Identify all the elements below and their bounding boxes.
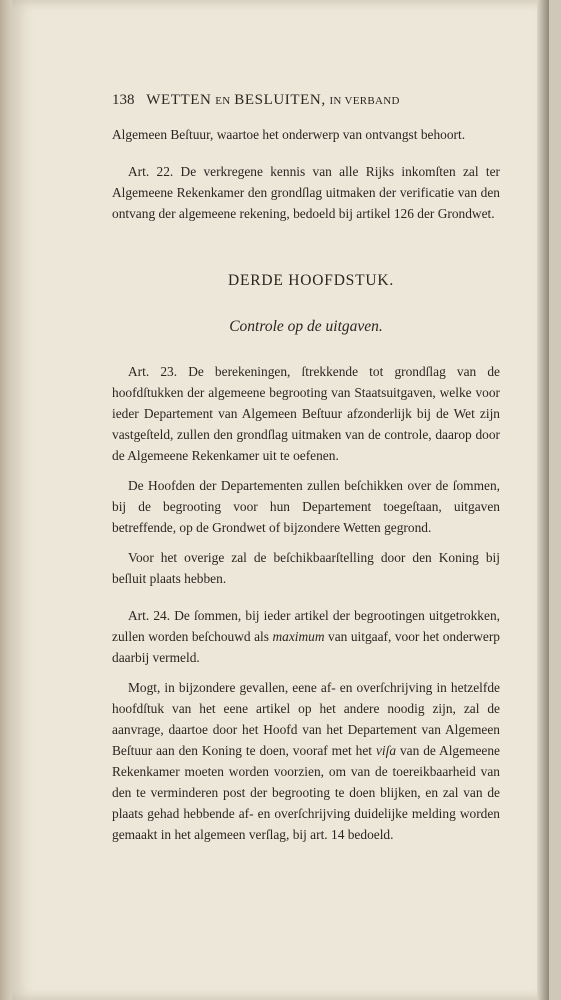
paragraph-overige: Voor het overige zal de beſchikbaarſtelling door den Koning bij beſluit plaats hebben. — [112, 550, 500, 586]
paragraph-continuation: Algemeen Beſtuur, waartoe het onderwerp van ontvangst behoort. — [112, 127, 466, 142]
book-spine — [0, 0, 12, 1000]
paragraph-art-24 — [112, 605, 500, 668]
page-edge — [537, 0, 549, 1000]
paragraph-hoofden: De Hoofden der Departementen zullen beſchikken over de ſommen, bij de begrooting voor hun Departement toegeſtaan, uitgaven betreffende, op de Grondwet of bijzondere Wetten gegrond. — [112, 478, 500, 535]
mogt-text-b: van de Algemeene Rekenkamer moeten worden voorzien, om van de toereikbaarheid van den te verminderen post der begrooting te doen blijken, en zal van de plaats gehad hebbende af- en overſchrijving duidelijke melding worden gemaakt in het algemeen verſlag, bij art. 14 bedoeld. — [112, 743, 501, 842]
art-24-text-b: van uitgaaf, voor het onderwerp daarbij vermeld. — [112, 629, 500, 665]
art-24-text-a: Art. 24. De ſommen, bij ieder artikel der begrootingen uitgetrokken, zullen worden beſchouwd als — [112, 608, 500, 644]
paragraph-mogt — [112, 677, 500, 845]
chapter-subtitle: Controle op de uitgaven. — [229, 318, 383, 335]
text-block-top — [112, 124, 500, 224]
paragraph-art-22: Art. 22. De verkregene kennis van alle Rijks inkomſten zal ter Algemeene Rekenkamer den grondſlag uitmaken der verificatie van den ontvang der algemeene rekening, bedoeld bij artikel 126 der Grondwet. — [112, 164, 500, 221]
paragraph-art-23: Art. 23. De berekeningen, ſtrekkende tot grondſlag van de hoofdſtukken der algemeene begrooting van Staatsuitgaven, welke voor ieder Departement van Algemeen Beſtuur afzonderlijk bij de Wet zijn vastgeſteld, zullen den grondſlag uitmaken van de controle, daarop door de Algemeene Rekenkamer uit te oefenen. — [112, 364, 500, 463]
chapter-title: DERDE HOOFDSTUK. — [227, 272, 395, 289]
art-24-emphasis: maximum — [272, 629, 325, 644]
running-header — [112, 92, 500, 109]
mogt-emphasis: viſa — [375, 743, 397, 758]
header-title-main: WETTEN — [146, 92, 212, 108]
header-title-tail: IN VERBAND — [329, 95, 400, 107]
header-title-word: BESLUITEN, — [234, 92, 326, 108]
text-block-main — [112, 361, 500, 845]
mogt-text-a: Mogt, in bijzondere gevallen, eene af- en overſchrijving in hetzelfde hoofdſtuk van het eene artikel op het andere noodig zijn, zal de aanvrage, daartoe door het Hoofd van het Departement van Algemeen Beſtuur aan den Koning te doen, vooraf met het — [112, 680, 500, 758]
header-title-en: EN — [215, 95, 231, 107]
page-number: 138 — [112, 92, 135, 108]
